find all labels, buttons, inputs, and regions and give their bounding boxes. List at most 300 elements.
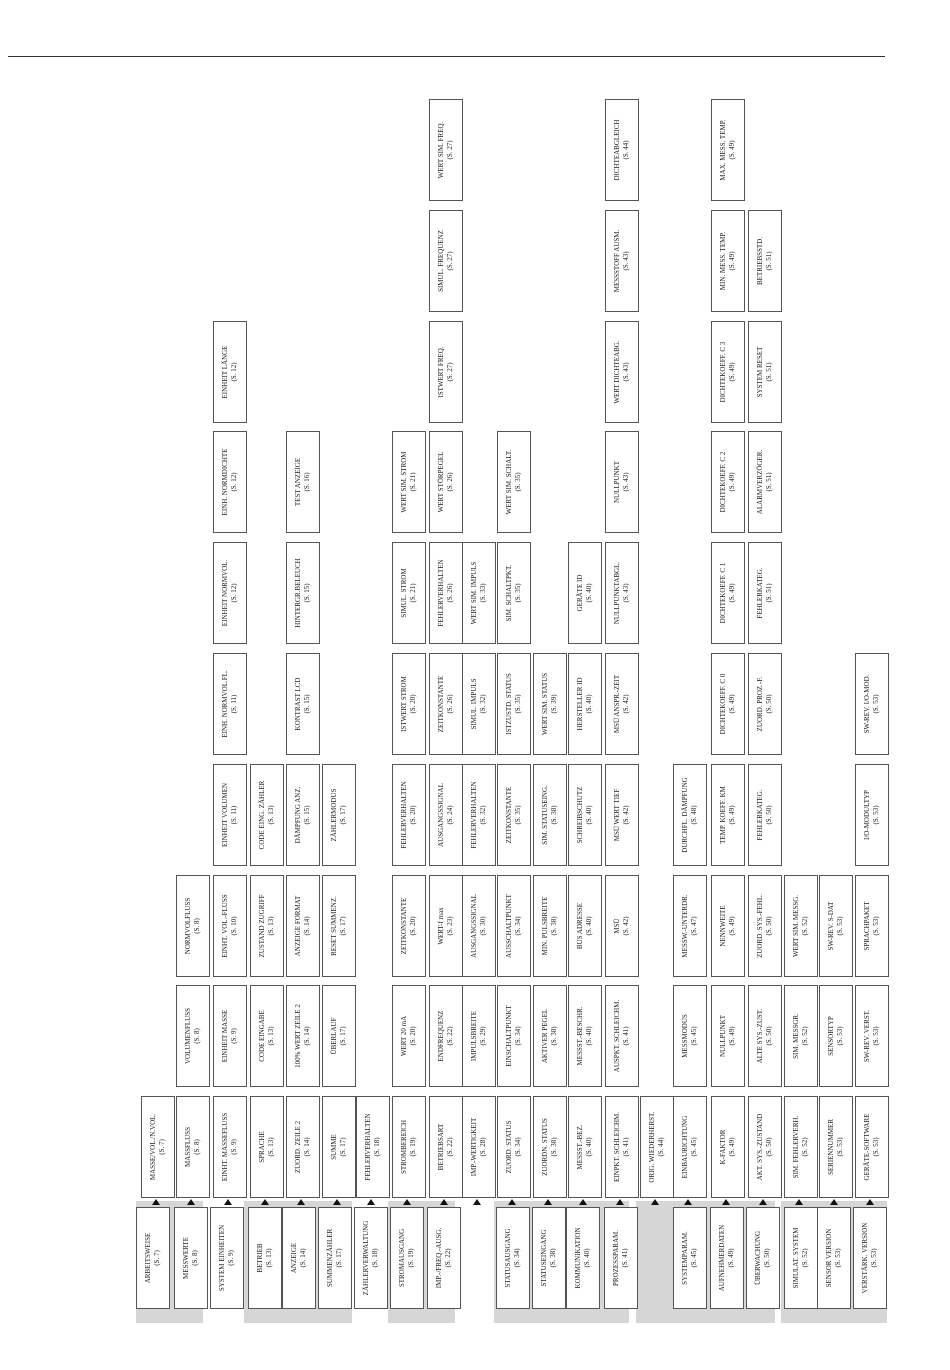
function-name: EINSCHALTPUNKT — [505, 1005, 513, 1068]
page-ref: (S. 35) — [514, 472, 522, 492]
page-ref: (S. 34) — [514, 1026, 522, 1046]
function-name: EINPKT. SCHLEICHM. — [613, 1112, 621, 1183]
function-cell — [429, 210, 463, 312]
function-name: TEST ANZEIGE — [294, 458, 302, 507]
arrow-up-icon — [830, 1199, 838, 1205]
function-name: IMPULSBREITE — [470, 1011, 478, 1062]
function-cell — [429, 1096, 463, 1198]
page-ref: (S. 49) — [728, 362, 736, 382]
function-cell — [497, 542, 531, 644]
function-cell — [497, 764, 531, 866]
page-ref: (S. 35) — [514, 583, 522, 603]
page-ref: (S. 11) — [230, 805, 238, 825]
page-ref: (S. 49) — [728, 805, 736, 825]
page-ref: (S. 49) — [728, 694, 736, 714]
page-ref: (S. 44) — [622, 140, 630, 160]
function-cell — [533, 875, 567, 977]
function-cell — [322, 1096, 356, 1198]
function-name: CODE EINGABE — [258, 1010, 266, 1063]
function-cell — [429, 653, 463, 755]
function-cell — [286, 985, 320, 1087]
function-name: EINH. NORMDICHTE — [221, 448, 229, 516]
page-ref: (S. 49) — [728, 1137, 736, 1157]
arrow-up-icon — [473, 1199, 481, 1205]
function-name: SPRACHPAKET — [863, 901, 871, 951]
page-ref: (S. 45) — [690, 1248, 698, 1268]
arrow-up-icon — [722, 1199, 730, 1205]
function-name: I/O-MODULTYP — [863, 789, 871, 840]
function-cell — [605, 985, 639, 1087]
group-name: IMP.-/FREQ.-AUSG. — [435, 1227, 443, 1289]
function-name: WERT DICHTEABG. — [613, 339, 621, 404]
function-name: ZUORDN. STATUS — [541, 1118, 549, 1177]
group-name: PROZESSPARAM. — [612, 1230, 620, 1286]
function-cell — [286, 1096, 320, 1198]
page-ref: (S. 27) — [446, 140, 454, 160]
function-name: ISTWERT FREQ. — [437, 346, 445, 398]
function-cell — [462, 764, 496, 866]
page-ref: (S. 17) — [339, 1026, 347, 1046]
function-name: MESSST.-BEZ. — [576, 1124, 584, 1170]
function-name: SIM. SCHALTPKT. — [505, 564, 513, 622]
function-cell — [568, 764, 602, 866]
function-name: MESSSTOFF AUSM. — [613, 229, 621, 293]
page-ref: (S. 15) — [303, 805, 311, 825]
page-ref: (S. 7) — [158, 1139, 166, 1155]
function-cell — [429, 99, 463, 201]
page-ref: (S. 49) — [728, 916, 736, 936]
function-name: EINHEIT VOLUMEN — [221, 782, 229, 847]
function-name: ZUORD. PROZ.-F. — [756, 676, 764, 732]
group-cell — [390, 1207, 424, 1309]
page-ref: (S. 52) — [801, 1248, 809, 1268]
page-ref: (S. 53) — [836, 1137, 844, 1157]
function-name: NORMVOLFLUSS — [184, 897, 192, 954]
function-name: SERIENNUMMER — [827, 1119, 835, 1176]
function-cell — [462, 875, 496, 977]
function-cell — [392, 875, 426, 977]
arrow-up-icon — [866, 1199, 874, 1205]
page-ref: (S. 30) — [479, 916, 487, 936]
function-cell — [429, 431, 463, 533]
arrow-up-icon — [795, 1199, 803, 1205]
function-name: MESSW.-UNTERDR. — [681, 894, 689, 958]
page-ref: (S. 9) — [227, 1250, 235, 1266]
function-cell — [250, 875, 284, 977]
function-name: ISTZUSTD. STATUS — [505, 673, 513, 735]
function-name: WERT SIM. FREQ. — [437, 121, 445, 179]
page-ref: (S. 45) — [690, 1026, 698, 1046]
function-cell — [711, 321, 745, 423]
page-ref: (S. 50) — [765, 916, 773, 936]
page-ref: (S. 38) — [550, 1026, 558, 1046]
function-name: DICHTEABGLEICH — [613, 119, 621, 181]
function-name: MESSST.-BESCHR. — [576, 1006, 584, 1066]
group-name: SYSTEMPARAM. — [681, 1231, 689, 1285]
function-cell — [748, 875, 782, 977]
group-cell — [710, 1207, 744, 1309]
page-ref: (S. 8) — [193, 917, 201, 934]
function-cell — [429, 542, 463, 644]
page-ref: (S. 29) — [479, 1026, 487, 1046]
function-cell — [497, 431, 531, 533]
arrow-up-icon — [187, 1199, 195, 1205]
function-cell — [605, 764, 639, 866]
arrow-up-icon — [261, 1199, 269, 1205]
page-ref: (S. 50) — [765, 1026, 773, 1046]
function-cell — [176, 875, 210, 977]
function-name: HINTERGR.BELEUCH — [294, 558, 302, 628]
function-cell — [784, 985, 818, 1087]
function-name: DICHTEKOEFF. C 1 — [719, 562, 727, 624]
function-cell — [819, 985, 853, 1087]
group-name: SUMMENZÄHLER — [326, 1228, 334, 1288]
function-cell — [605, 653, 639, 755]
function-cell — [784, 875, 818, 977]
function-name: K-FAKTOR — [719, 1129, 727, 1165]
page-ref: (S. 49) — [728, 472, 736, 492]
function-name: EINHEIT MASSE — [221, 1010, 229, 1063]
function-name: SYSTEM RESET — [756, 346, 764, 397]
group-name: AUFNEHMERDATEN — [718, 1224, 726, 1292]
page-ref: (S. 45) — [690, 1137, 698, 1157]
group-name: ARBEITSWEISE — [144, 1232, 152, 1284]
function-cell — [711, 985, 745, 1087]
function-cell — [568, 985, 602, 1087]
function-cell — [711, 542, 745, 644]
function-name: MSÜ — [613, 918, 621, 934]
function-cell — [855, 653, 889, 755]
page-ref: (S. 53) — [836, 916, 844, 936]
page-ref: (S. 53) — [834, 1248, 842, 1268]
function-cell — [286, 542, 320, 644]
function-name: MIN. MESS. TEMP. — [719, 231, 727, 291]
page-ref: (S. 49) — [728, 251, 736, 271]
page-ref: (S. 49) — [728, 583, 736, 603]
function-cell — [322, 764, 356, 866]
page-ref: (S. 50) — [763, 1248, 771, 1268]
function-name: SUMME — [330, 1134, 338, 1161]
function-cell — [429, 875, 463, 977]
function-name: FEHLERKATEG. — [756, 789, 764, 841]
group-cell — [354, 1207, 388, 1309]
function-name: NULLPUNKT — [719, 1015, 727, 1058]
group-cell — [427, 1207, 461, 1309]
page-ref: (S. 21) — [409, 472, 417, 492]
function-cell — [392, 1096, 426, 1198]
function-name: SIM. MESSGR. — [792, 1013, 800, 1060]
page-ref: (S. 40) — [585, 1026, 593, 1046]
group-cell — [318, 1207, 352, 1309]
function-cell — [855, 985, 889, 1087]
page-ref: (S. 17) — [339, 805, 347, 825]
group-cell — [817, 1207, 851, 1309]
function-cell — [711, 764, 745, 866]
function-cell — [497, 875, 531, 977]
page-ref: (S. 23) — [446, 916, 454, 936]
function-cell — [392, 985, 426, 1087]
page-ref: (S. 40) — [585, 805, 593, 825]
function-name: AUSSCHALTPUNKT — [505, 893, 513, 958]
function-cell — [250, 764, 284, 866]
function-cell — [392, 431, 426, 533]
function-cell — [322, 875, 356, 977]
function-name: SPRACHE — [258, 1131, 266, 1163]
function-name: SCHREIBSCHUTZ — [576, 786, 584, 844]
function-cell — [568, 875, 602, 977]
function-cell — [213, 985, 247, 1087]
arrow-up-icon — [367, 1199, 375, 1205]
function-name: ZEITKONSTANTE — [437, 675, 445, 733]
function-name: AKTIVER PEGEL — [541, 1009, 549, 1064]
function-name: EINH. NORMVOL.FL. — [221, 670, 229, 738]
page-ref: (S. 34) — [514, 916, 522, 936]
function-name: MAX. MESS. TEMP. — [719, 119, 727, 181]
group-name: SYSTEM EINHEITEN — [218, 1224, 226, 1292]
function-name: ZUORD. STATUS — [505, 1120, 513, 1174]
page-ref: (S. 38) — [550, 1137, 558, 1157]
arrow-up-icon — [333, 1199, 341, 1205]
group-cell — [282, 1207, 316, 1309]
page-ref: (S. 48) — [690, 805, 698, 825]
group-cell — [784, 1207, 818, 1309]
function-name: EINBAURICHTUNG — [681, 1115, 689, 1179]
function-cell — [286, 764, 320, 866]
page-ref: (S. 17) — [335, 1248, 343, 1268]
function-name: SW-REV. S-DAT — [827, 901, 835, 951]
function-cell — [605, 542, 639, 644]
page-ref: (S. 51) — [765, 362, 773, 382]
group-cell — [532, 1207, 566, 1309]
function-name: WERT SIM. MESSG. — [792, 894, 800, 957]
function-cell — [711, 653, 745, 755]
function-cell — [462, 1096, 496, 1198]
group-name: ZÄHLERVERWALTUNG — [362, 1220, 370, 1296]
function-name: NULLPUNKT — [613, 461, 621, 504]
page-ref: (S. 12) — [230, 583, 238, 603]
page-ref: (S. 20) — [409, 916, 417, 936]
function-cell — [605, 1096, 639, 1198]
function-cell — [784, 1096, 818, 1198]
function-cell — [605, 875, 639, 977]
page-ref: (S. 10) — [230, 916, 238, 936]
function-cell — [141, 1096, 175, 1198]
function-cell — [711, 210, 745, 312]
group-cell — [496, 1207, 530, 1309]
function-cell — [533, 764, 567, 866]
page-ref: (S. 22) — [446, 1137, 454, 1157]
function-cell — [250, 985, 284, 1087]
page-ref: (S. 9) — [230, 1028, 238, 1045]
function-name: WERT 20 mA — [400, 1016, 408, 1057]
page-ref: (S. 26) — [446, 583, 454, 603]
function-name: MASSFLUSS — [184, 1127, 192, 1168]
group-cell — [462, 1207, 496, 1309]
function-cell — [429, 985, 463, 1087]
page-ref: (S. 38) — [549, 1248, 557, 1268]
page-ref: (S. 8) — [193, 1139, 201, 1155]
arrow-up-icon — [544, 1199, 552, 1205]
function-cell — [392, 653, 426, 755]
page-ref: (S. 40) — [583, 1248, 591, 1268]
page-ref: (S. 50) — [765, 1137, 773, 1157]
page-ref: (S. 35) — [514, 805, 522, 825]
function-cell — [855, 875, 889, 977]
arrow-up-icon — [579, 1199, 587, 1205]
function-cell — [213, 1096, 247, 1198]
function-name: TEMP. KOEFF. KM — [719, 785, 727, 844]
group-cell — [210, 1207, 244, 1309]
arrow-up-icon — [224, 1199, 232, 1205]
function-cell — [286, 431, 320, 533]
page-ref: (S. 40) — [585, 583, 593, 603]
group-cell — [604, 1207, 638, 1309]
function-name: ÜBERLAUF — [330, 1017, 338, 1055]
group-cell — [746, 1207, 780, 1309]
page-ref: (S. 26) — [446, 472, 454, 492]
function-cell — [855, 1096, 889, 1198]
function-cell — [855, 764, 889, 866]
function-name: ALARMVERZÖGER. — [756, 450, 764, 515]
function-name: EINHT. MASSEFLUSS — [221, 1113, 229, 1182]
function-name: 100% WERT ZEILE 2 — [294, 1004, 302, 1069]
page-ref: (S. 8) — [191, 1250, 199, 1266]
function-cell — [819, 875, 853, 977]
function-name: DICHTEKOEFF. C 2 — [719, 452, 727, 513]
page-ref: (S. 13) — [265, 1248, 273, 1268]
function-cell — [748, 431, 782, 533]
page-ref: (S. 34) — [513, 1248, 521, 1268]
function-name: ZUORD. SYS.-FEHL. — [756, 893, 764, 958]
function-cell — [748, 764, 782, 866]
page-ref: (S. 27) — [446, 362, 454, 382]
function-name: FEHLERVERHALTEN — [400, 781, 408, 849]
arrow-up-icon — [651, 1199, 659, 1205]
function-name: BUS ADRESSE — [576, 902, 584, 949]
page-ref: (S. 49) — [728, 140, 736, 160]
page-ref: (S. 13) — [267, 1026, 275, 1046]
page-ref: (S. 40) — [585, 1137, 593, 1157]
page-ref: (S. 41) — [622, 1026, 630, 1046]
page-ref: (S. 53) — [870, 1248, 878, 1268]
page-ref: (S. 19) — [409, 1137, 417, 1157]
function-name: BETRIEBSSTD. — [756, 236, 764, 285]
function-cell — [213, 653, 247, 755]
page-ref: (S. 26) — [446, 694, 454, 714]
function-name: ZUORD. ZEILE 2 — [294, 1121, 302, 1174]
page-ref: (S. 13) — [267, 805, 275, 825]
function-name: DÄMPFUNG ANZ. — [294, 786, 302, 844]
page-ref: (S. 53) — [872, 1026, 880, 1046]
group-name: MESSWERTE — [182, 1237, 190, 1279]
function-name: AUSGANGSSIGNAL — [437, 782, 445, 847]
function-name: MSÜ WERT TIEF — [613, 788, 621, 842]
function-cell — [497, 985, 531, 1087]
group-name: SENSOR VERSION — [825, 1228, 833, 1288]
group-cell — [673, 1207, 707, 1309]
function-name: FEHLERVERHALTEN — [364, 1113, 372, 1181]
page-ref: (S. 28) — [479, 1137, 487, 1157]
page-ref: (S. 14) — [303, 1137, 311, 1157]
function-name: GERÄTE-SOFTWARE — [863, 1113, 871, 1181]
page-ref: (S. 22) — [444, 1248, 452, 1268]
page-ref: (S. 51) — [765, 583, 773, 603]
function-name: WERT-f max — [437, 906, 445, 945]
page-ref: (S. 32) — [479, 694, 487, 714]
arrow-up-icon — [440, 1199, 448, 1205]
function-cell — [462, 542, 496, 644]
function-cell — [673, 1096, 707, 1198]
page-ref: (S. 14) — [303, 916, 311, 936]
page-ref: (S. 14) — [303, 1026, 311, 1046]
function-name: FEHLERKATEG. — [756, 567, 764, 619]
function-name: SW-REV. VERST. — [863, 1010, 871, 1063]
function-cell — [497, 653, 531, 755]
group-name: STROMAUSGANG — [398, 1228, 406, 1288]
function-cell — [322, 985, 356, 1087]
group-name: SIMULAT. SYSTEM — [792, 1227, 800, 1289]
function-cell — [748, 653, 782, 755]
page-ref: (S. 27) — [446, 251, 454, 271]
function-cell — [356, 1096, 390, 1198]
page-ref: (S. 17) — [339, 1137, 347, 1157]
function-name: WERT SIM. IMPULS — [470, 561, 478, 625]
function-cell — [748, 321, 782, 423]
function-name: IMP.-WERTIGKEIT — [470, 1117, 478, 1177]
function-name: ENDFREQUENZ — [437, 1010, 445, 1062]
page-ref: (S. 53) — [872, 805, 880, 825]
page-ref: (S. 49) — [727, 1248, 735, 1268]
page-ref: (S. 49) — [728, 1026, 736, 1046]
function-name: ORIG. WIEDERHERST. — [648, 1111, 656, 1183]
function-name: MASSE/VOL./N.VOL. — [149, 1114, 157, 1181]
function-name: DICHTEKOEFF. C 0 — [719, 673, 727, 735]
function-name: BETRIEBSART — [437, 1123, 445, 1171]
function-name: STROMBEREICH — [400, 1120, 408, 1175]
function-cell — [748, 542, 782, 644]
function-cell — [711, 875, 745, 977]
page-ref: (S. 22) — [446, 1026, 454, 1046]
page-ref: (S. 15) — [303, 694, 311, 714]
function-cell — [533, 653, 567, 755]
function-name: KONTRAST LCD — [294, 677, 302, 731]
page-ref: (S. 12) — [230, 362, 238, 382]
page-ref: (S. 41) — [622, 1137, 630, 1157]
function-cell — [533, 985, 567, 1087]
function-name: ZÄHLERMODUS — [330, 788, 338, 842]
function-name: AKT. SYS.-ZUSTAND — [756, 1113, 764, 1181]
function-name: HERSTELLER ID — [576, 677, 584, 731]
function-cell — [605, 99, 639, 201]
function-cell — [429, 321, 463, 423]
page-ref: (S. 34) — [514, 1137, 522, 1157]
function-cell — [711, 1096, 745, 1198]
page-ref: (S. 14) — [299, 1248, 307, 1268]
page-ref: (S. 50) — [765, 805, 773, 825]
function-cell — [711, 99, 745, 201]
function-name: SIM. STATUSEING. — [541, 785, 549, 845]
function-name: ZUSTAND ZUGRIFF — [258, 894, 266, 958]
arrow-up-icon — [152, 1199, 160, 1205]
function-name: SENSORTYP — [827, 1016, 835, 1057]
function-name: ZEITKONSTANTE — [400, 897, 408, 954]
page-ref: (S. 40) — [585, 916, 593, 936]
page-ref: (S. 19) — [407, 1248, 415, 1268]
function-name: ALTE SYS.-ZUST. — [756, 1009, 764, 1064]
function-cell — [213, 542, 247, 644]
page-ref: (S. 40) — [585, 694, 593, 714]
function-name: SIMUL. STROM — [400, 568, 408, 618]
